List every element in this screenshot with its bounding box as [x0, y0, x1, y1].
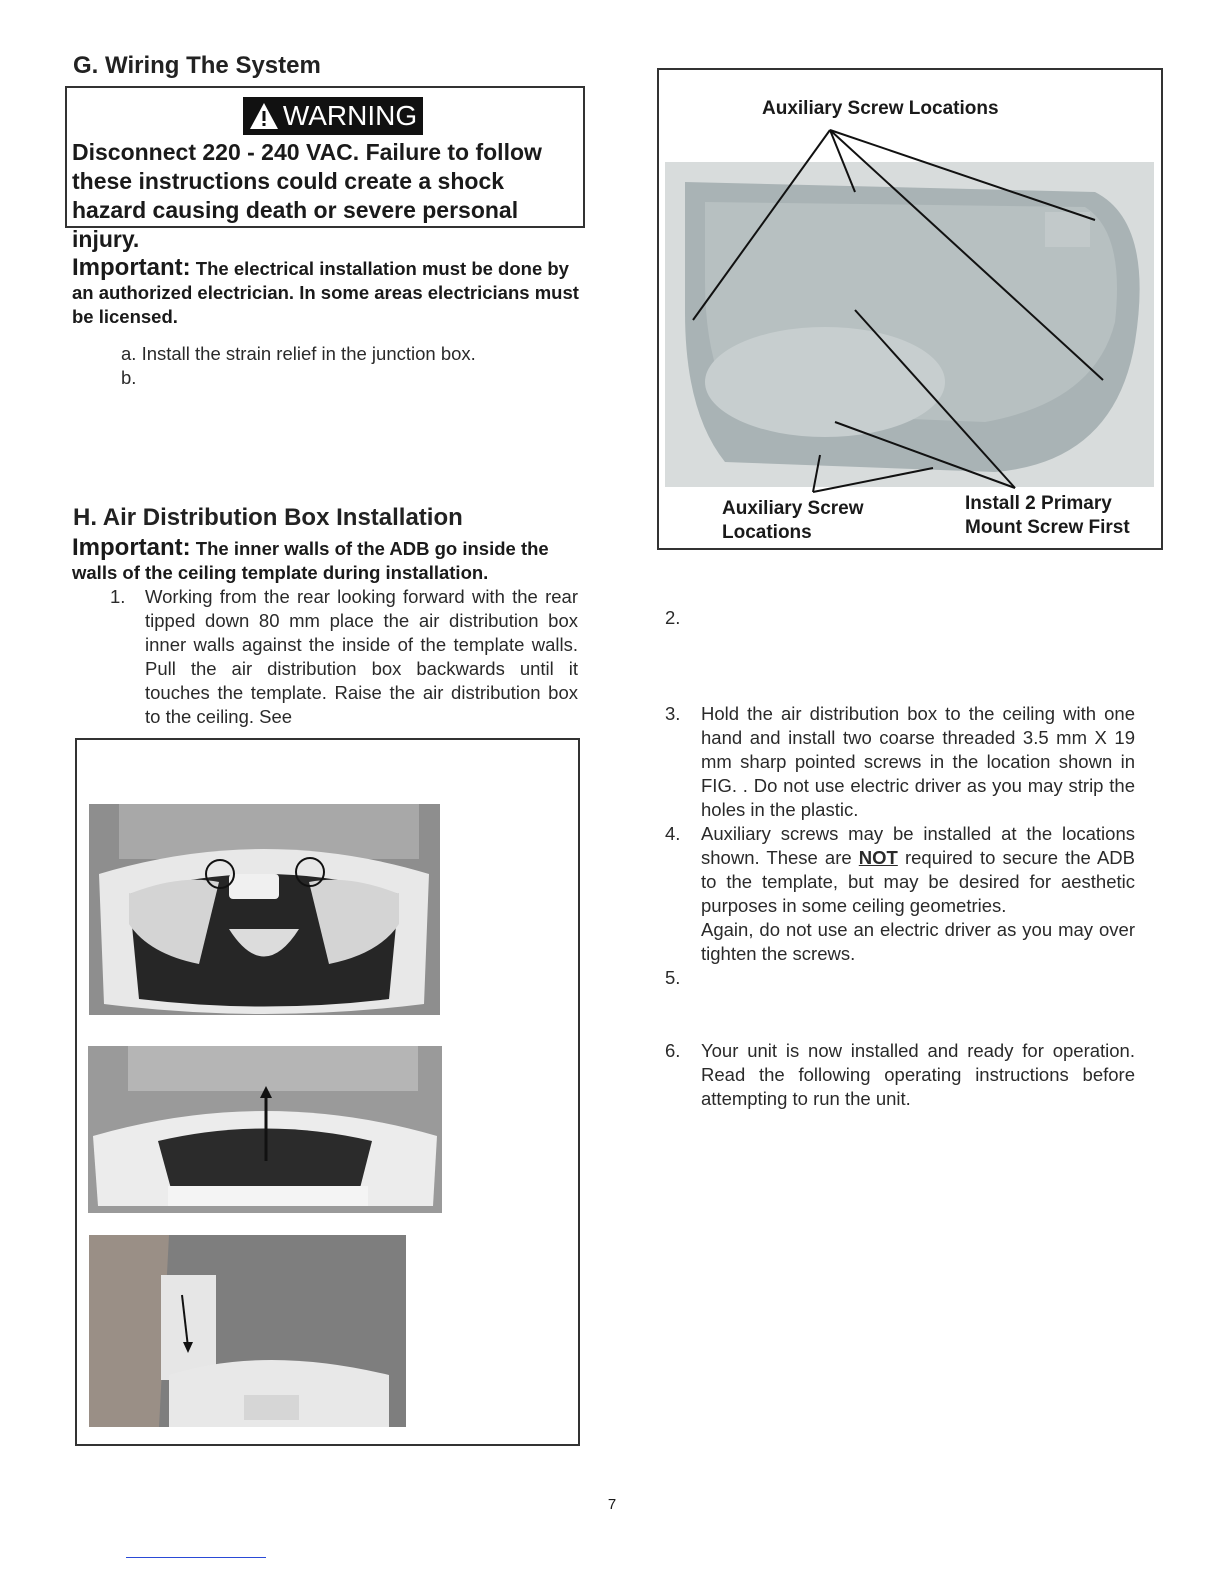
- step-marker: 6.: [665, 1040, 681, 1061]
- warning-badge: [243, 97, 423, 135]
- step-text: Install the strain relief in the junction box.: [141, 343, 476, 364]
- important-label: Important:: [72, 534, 191, 561]
- step-marker: 1.: [110, 586, 126, 607]
- section-h-step-1: [110, 585, 578, 729]
- step-text-after: required to secure the ADB to the template, but may be desired for aesthetic purposes in some ceiling geometries.: [701, 847, 1135, 916]
- warning-text: Disconnect 220 - 240 VAC. Failure to follow these instructions could create a shock hazard causing death or severe personal injury.: [72, 139, 542, 252]
- important-text: The electrical installation must be done by an authorized electrician. In some areas electricians must be licensed.: [72, 258, 579, 327]
- step-4: [665, 822, 1135, 966]
- photo-adb-front-view: [88, 1046, 442, 1213]
- step-text: Working from the rear looking forward with the rear tipped down 80 mm place the air distribution box inner walls against the inside of the template walls. Pull the air distribution box backwards until it touches the template. Raise the air distribution box to the ceiling. See: [145, 586, 578, 727]
- warning-label: WARNING: [282, 100, 418, 131]
- important-text: The inner walls of the ADB go inside the walls of the ceiling template during installation.: [72, 538, 549, 583]
- step-marker: b.: [121, 367, 137, 388]
- step-text: Hold the air distribution box to the ceiling with one hand and install two coarse threaded 3.5 mm X 19 mm sharp pointed screws in the location shown in FIG. . Do not use electric driver as you may strip the holes in the plastic.: [701, 703, 1135, 820]
- step-marker: 5.: [665, 967, 681, 988]
- step-text: Your unit is now installed and ready for operation. Read the following operating instructions before attempting to run the unit.: [701, 1040, 1135, 1109]
- footer-rule: [126, 1557, 266, 1558]
- step-text-before: Auxiliary screws may be installed at the locations shown. These are: [701, 823, 1135, 868]
- step-6: [665, 1039, 1135, 1111]
- list-item: [83, 342, 583, 366]
- section-g-heading: G. Wiring The System: [73, 52, 321, 79]
- section-h-important: [72, 536, 582, 585]
- step-2: [665, 606, 1135, 630]
- important-label: Important:: [72, 254, 191, 281]
- step-marker: a.: [121, 343, 137, 364]
- page-number: 7: [607, 1496, 617, 1513]
- step-text: [701, 822, 1135, 966]
- not-emphasis: NOT: [858, 847, 898, 868]
- step-marker: 2.: [665, 607, 681, 628]
- step-marker: 4.: [665, 823, 681, 844]
- photo-adb-template-tab: [89, 1235, 406, 1427]
- section-g-important: [72, 256, 582, 329]
- step-3: [665, 702, 1135, 822]
- photo-adb-top-view: [89, 804, 440, 1015]
- section-h-heading: H. Air Distribution Box Installation: [73, 504, 463, 531]
- step-marker: 3.: [665, 703, 681, 724]
- step-text-extra: Again, do not use an electric driver as you may over tighten the screws.: [701, 919, 1135, 964]
- step-5: [665, 966, 1135, 990]
- callout-top: Auxiliary Screw Locations: [762, 98, 999, 119]
- callout-bottom-right: Install 2 Primary Mount Screw First: [965, 493, 1130, 538]
- section-g-steps: [83, 342, 583, 390]
- callout-bottom-left: Auxiliary Screw Locations: [722, 498, 864, 543]
- callout-leader-lines: [665, 120, 1154, 500]
- list-item: [83, 366, 583, 390]
- warning-triangle-icon: [249, 102, 279, 130]
